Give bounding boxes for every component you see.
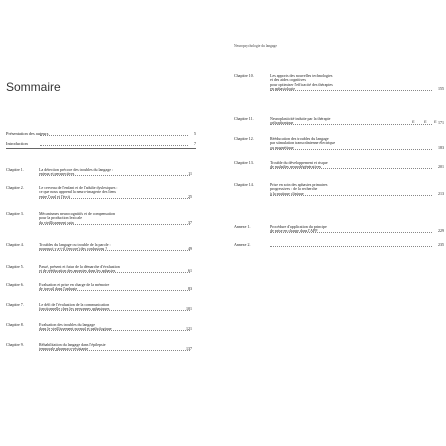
toc-entry[interactable] xyxy=(6,303,206,314)
leader-dots xyxy=(39,350,190,351)
toc-entry[interactable] xyxy=(6,212,206,227)
toc-entry-label: Chapitre 6. xyxy=(6,282,24,287)
leader-dots xyxy=(40,145,188,146)
toc-entry-title-line: La détection précoce des troubles du langage : xyxy=(39,168,114,172)
front-matter xyxy=(6,132,196,152)
toc-entry-title xyxy=(270,74,420,92)
toc-entry-title-line: Les apports des nouvelles technologies xyxy=(270,74,333,78)
toc-entry-page: 101 xyxy=(186,306,192,312)
toc-entry-page: 49 xyxy=(188,246,192,252)
toc-entry-title-line: Rééducation des troubles du langage xyxy=(270,137,329,141)
toc-entry[interactable] xyxy=(234,183,444,198)
toc-entry[interactable] xyxy=(234,243,444,249)
toc-entry-title-line: et des aides cognitives xyxy=(270,78,306,83)
leader-dots xyxy=(39,175,190,176)
toc-entry-title-line: enjeux et perspectives xyxy=(39,172,75,177)
toc-entry-title-line: entre l'oral et l'écrit xyxy=(39,194,70,199)
leader-dots xyxy=(39,330,190,331)
right-page xyxy=(226,0,446,446)
toc-entry-page: 235 xyxy=(438,242,444,247)
toc-entry[interactable] xyxy=(6,323,206,334)
toc-entry-title-line: Mécanismes neurocognitifs et de compensation xyxy=(39,212,115,216)
toc-entry-title-line: Réhabilitation du langage dans l'épilepsie xyxy=(39,343,106,347)
leader-dots xyxy=(40,135,188,136)
toc-entry-page: 121 xyxy=(186,326,192,332)
leader-dots xyxy=(39,290,190,291)
toc-entry[interactable] xyxy=(6,168,206,179)
toc-entry-title-line: Évaluation et prise en charge de la mémoire xyxy=(39,283,110,287)
toc-entry-page: 37 xyxy=(188,219,192,225)
toc-entry-title-line: en aphasiologie xyxy=(270,87,295,92)
toc-entry-title-line: pour la production lexicale xyxy=(39,216,82,221)
toc-entry-page: 229 xyxy=(438,228,444,234)
toc-entry-label: Chapitre 7. xyxy=(6,302,24,307)
toc-entry-label: Chapitre 1. xyxy=(6,167,24,172)
toc-entry-label: Chapitre 10. xyxy=(234,73,254,78)
toc-entry-page: 11 xyxy=(188,171,192,177)
toc-entry-page: 61 xyxy=(188,268,192,274)
toc-entry-title-line: fonctionnelle chez les personnes aphasiques xyxy=(39,307,110,312)
toc-entry-title-line: Troubles du langage ou trouble de la parole : xyxy=(39,243,111,247)
toc-entry-page: 137 xyxy=(186,346,192,352)
left-page xyxy=(0,0,220,446)
leader-dots xyxy=(270,232,432,233)
toc-entry-label: Chapitre 14. xyxy=(234,182,254,187)
leader-dots xyxy=(270,195,432,196)
toc-entry-label: Annexe 1. xyxy=(234,224,251,229)
leader-dots xyxy=(270,149,432,150)
toc-entry-title-line: Trouble du développement et risque xyxy=(270,161,328,165)
toc-entry-label: Chapitre 11. xyxy=(234,116,254,121)
toc-entry[interactable] xyxy=(6,186,206,201)
toc-entry-title-line: du vieillissement sain xyxy=(39,220,74,225)
running-head: Neuropsychologie du langage xyxy=(234,44,277,48)
front-matter-page: 7 xyxy=(194,141,196,146)
toc-entry-label: Chapitre 12. xyxy=(234,136,254,141)
toc-entry-title-line: à la pratique clinique xyxy=(270,191,304,196)
leader-dots xyxy=(39,198,190,199)
side-mark: E xyxy=(434,119,437,124)
leader-dots xyxy=(39,272,190,273)
side-mark: E xyxy=(412,119,415,124)
toc-entry-title-line: temporale pharmaco-résistante xyxy=(39,347,89,352)
toc-entry-label: Chapitre 4. xyxy=(6,242,24,247)
toc-entry-title-line: Le cerveau de l'enfant et de l'adulte dyslexiques : xyxy=(39,186,118,190)
toc-entry-title-line: progressives : de la recherche xyxy=(270,187,318,192)
toc-entry-title-line: de maladies neurodégénératives xyxy=(270,165,322,170)
toc-entry-page: 171 xyxy=(438,120,444,126)
toc-entry-label: Chapitre 13. xyxy=(234,160,254,165)
toc-entry[interactable] xyxy=(6,265,206,276)
toc-entry-title-line: Neuroplasticité induite par la thérapie xyxy=(270,117,331,121)
toc-entry[interactable] xyxy=(234,137,444,152)
toc-entry-title-line: Le défi de l'évaluation de la communication xyxy=(39,303,110,307)
front-matter-label: Introduction xyxy=(6,141,28,146)
toc-entry-title-line: Passé, présent et futur de la démarche d'évaluation xyxy=(39,265,120,269)
toc-entry[interactable] xyxy=(234,74,444,94)
toc-entry-page: 155 xyxy=(438,86,444,92)
toc-entry-title-line: dans le vieillissement normal et pathologique xyxy=(39,327,112,332)
front-matter-item xyxy=(6,142,196,152)
leader-dots xyxy=(270,124,432,125)
toc-entry-page: 213 xyxy=(438,190,444,196)
toc-entry-title-line: Procédure d'application du principe xyxy=(270,225,327,229)
toc-entry-label: Chapitre 3. xyxy=(6,211,24,216)
toc-entry-title-line: de travail dans l'aphasie xyxy=(39,287,78,292)
toc-entry[interactable] xyxy=(6,283,206,294)
side-mark: E xyxy=(424,119,427,124)
toc-entry-title-line: ce que nous apprend la neuro-imagerie des liens xyxy=(39,190,116,195)
leader-dots xyxy=(270,90,432,91)
toc-entry[interactable] xyxy=(234,161,444,172)
leader-dots xyxy=(39,310,190,311)
leader-dots xyxy=(39,250,190,251)
front-matter-item xyxy=(6,132,196,142)
toc-entry-label: Chapitre 2. xyxy=(6,185,24,190)
toc-entry-title-line: Évaluation des troubles du langage xyxy=(39,323,95,327)
toc-entry[interactable] xyxy=(6,243,206,254)
toc-entry-title-line: par stimulation transcrânienne électrique xyxy=(270,141,336,146)
toc-entry-page: 83 xyxy=(188,286,192,292)
toc-entry-title-line: de prise en charge dans l'APP xyxy=(270,229,318,234)
front-matter-page: 5 xyxy=(194,131,196,136)
toc-entry-label: Chapitre 8. xyxy=(6,322,24,327)
toc-entry-page: 201 xyxy=(438,164,444,170)
toc-entry-label: Annexe 2. xyxy=(234,242,251,247)
front-matter-label: Présentation des auteurs xyxy=(6,131,49,136)
toc-entry-title-line: pour optimiser l'efficacité des thérapies xyxy=(270,82,333,87)
toc-entry-label: Chapitre 9. xyxy=(6,342,24,347)
toc-entry-title-line: pourquoi y a-t-il (encore) des confusions ? xyxy=(39,247,107,252)
toc-entry-title-line: Prise en soin des aphasies primaires xyxy=(270,183,328,187)
leader-dots xyxy=(270,168,432,169)
toc-entry-page: 25 xyxy=(188,193,192,199)
toc-entry-title-line: orthophonique xyxy=(270,121,294,126)
section-rule xyxy=(6,148,196,149)
toc-entry-label: Chapitre 5. xyxy=(6,264,24,269)
page-title: Sommaire xyxy=(6,80,61,94)
toc-entry-page: 183 xyxy=(438,144,444,150)
leader-dots xyxy=(39,224,190,225)
toc-entry-title-line: et de rééducation des anomies dans les aphasies xyxy=(39,269,116,274)
leader-dots xyxy=(270,246,432,247)
toc-entry[interactable] xyxy=(234,225,444,236)
toc-entry-title-line: ou magnétique xyxy=(270,145,294,150)
toc-entry[interactable] xyxy=(6,343,206,354)
